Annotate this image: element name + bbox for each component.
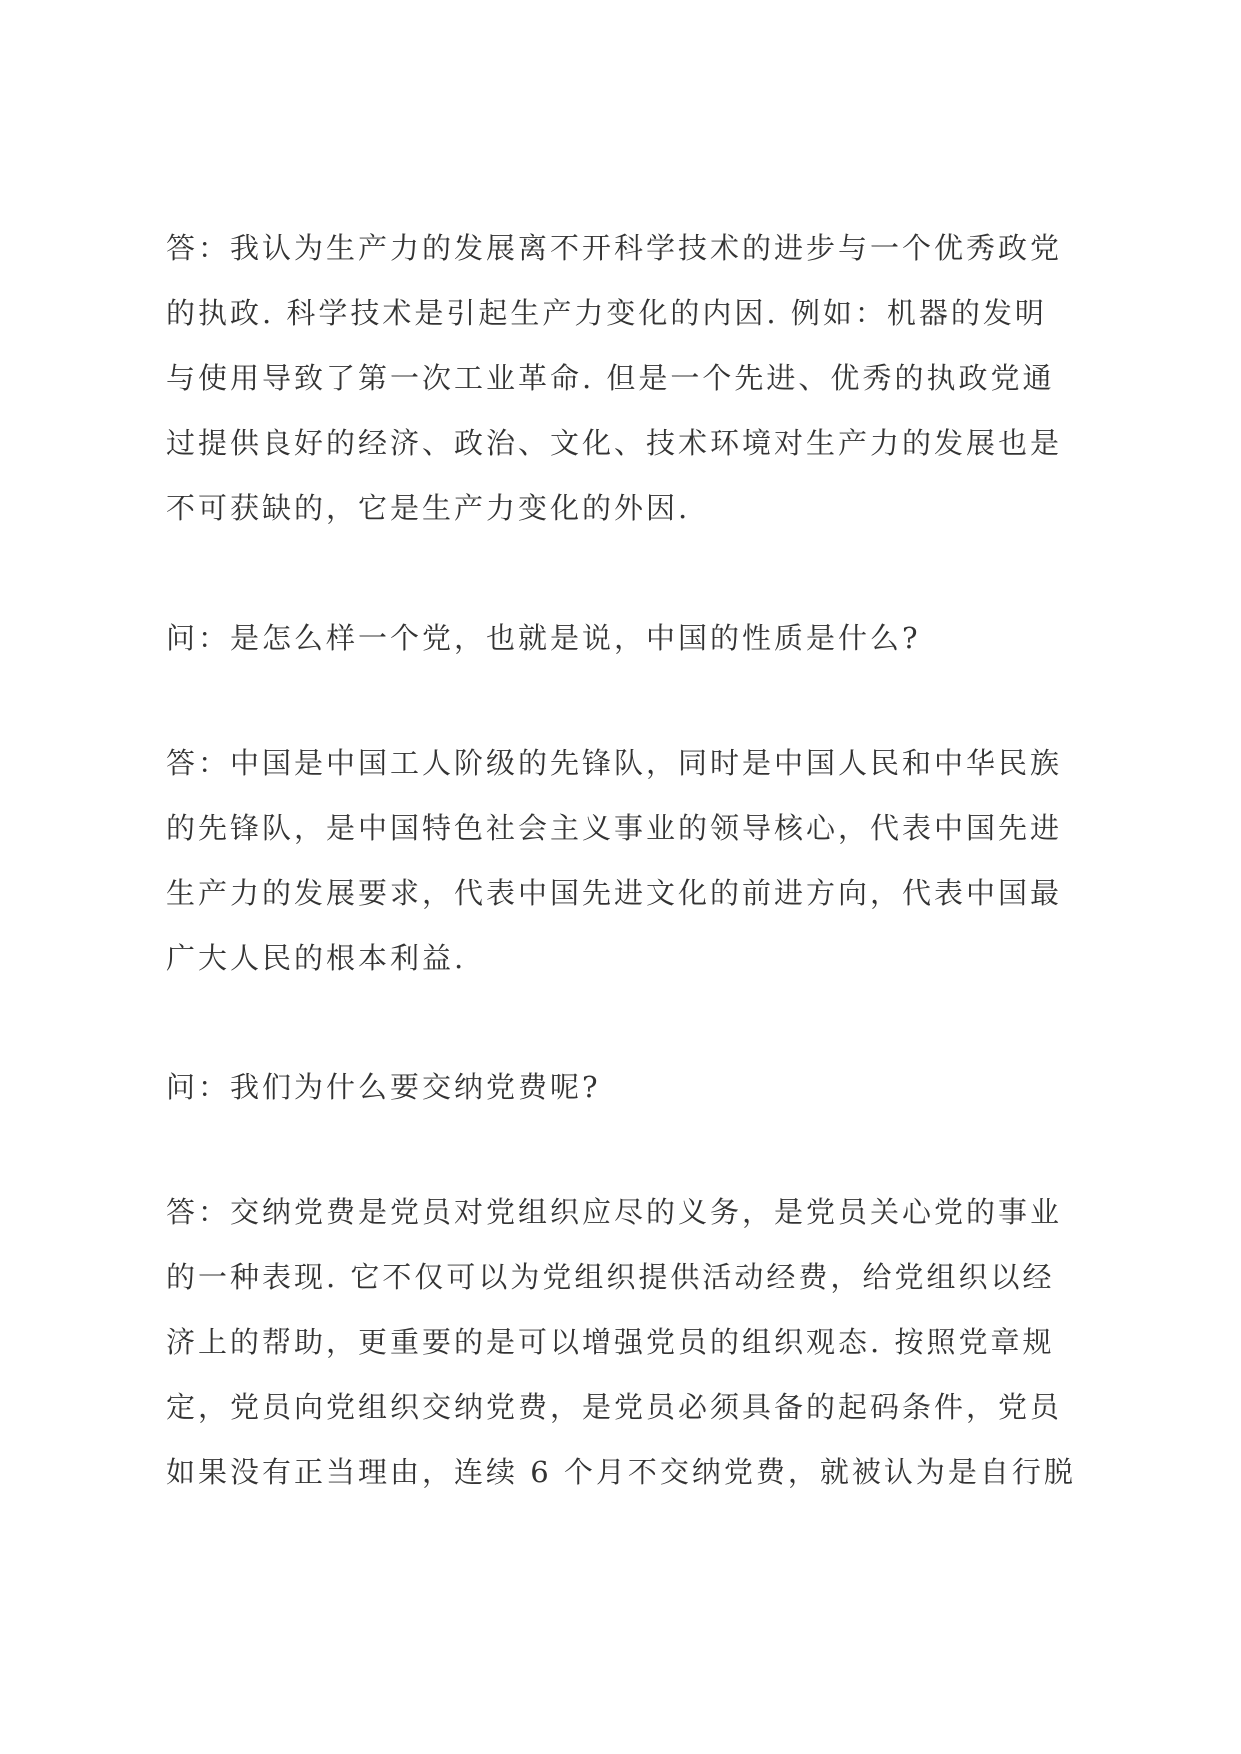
text-line: 的一种表现. 它不仅可以为党组织提供活动经费，给党组织以经 (166, 1260, 1055, 1294)
text-line: 不可获缺的，它是生产力变化的外因. (166, 491, 691, 525)
text-line: 与使用导致了第一次工业革命. 但是一个先进、优秀的执政党通 (166, 361, 1055, 395)
answer-paragraph (166, 743, 1096, 978)
text-line: 问：是怎么样一个党，也就是说，中国的性质是什么? (166, 621, 921, 655)
text-line: 定，党员向党组织交纳党费，是党员必须具备的起码条件，党员 (166, 1390, 1063, 1424)
text-line: 如果没有正当理由，连续 6 个月不交纳党费，就被认为是自行脱 (166, 1455, 1076, 1489)
question-paragraph (166, 618, 1096, 658)
answer-paragraph (166, 1192, 1096, 1492)
text-line: 济上的帮助，更重要的是可以增强党员的组织观态. 按照党章规 (166, 1325, 1055, 1359)
text-line: 答：我认为生产力的发展离不开科学技术的进步与一个优秀政党 (166, 231, 1063, 265)
text-line: 的先锋队，是中国特色社会主义事业的领导核心，代表中国先进 (166, 811, 1063, 845)
text-line: 答：中国是中国工人阶级的先锋队，同时是中国人民和中华民族 (166, 746, 1063, 780)
text-line: 生产力的发展要求，代表中国先进文化的前进方向，代表中国最 (166, 876, 1063, 910)
answer-paragraph (166, 228, 1096, 528)
question-paragraph (166, 1067, 1096, 1107)
text-line: 过提供良好的经济、政治、文化、技术环境对生产力的发展也是 (166, 426, 1063, 460)
text-line: 的执政. 科学技术是引起生产力变化的内因. 例如：机器的发明 (166, 296, 1047, 330)
text-line: 问：我们为什么要交纳党费呢? (166, 1070, 601, 1104)
text-line: 答：交纳党费是党员对党组织应尽的义务，是党员关心党的事业 (166, 1195, 1063, 1229)
text-line: 广大人民的根本利益. (166, 941, 467, 975)
